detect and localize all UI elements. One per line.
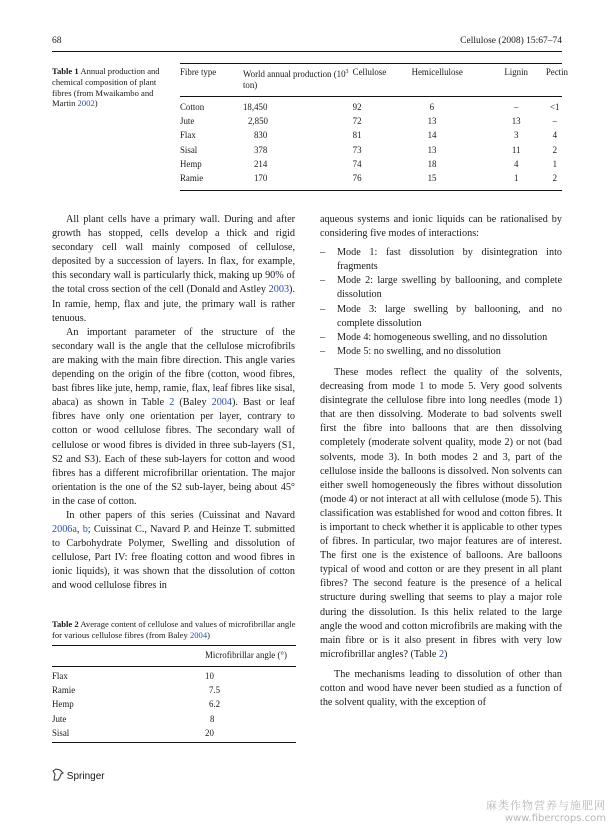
page-number: 68 <box>52 36 62 46</box>
table1-header-cellulose: Cellulose <box>352 67 387 77</box>
mode-text: Mode 4: homogeneous swelling, and no dissolution <box>337 331 548 343</box>
list-item <box>320 274 562 302</box>
left-p1-ref[interactable]: 2003 <box>268 284 290 296</box>
table1-cell: 15 <box>427 173 437 184</box>
table2-cell: 6.2 <box>209 699 221 710</box>
table1-cell: 13 <box>427 116 437 127</box>
table1-cell: 2 <box>552 173 557 184</box>
table1-cell: Ramie <box>180 173 204 184</box>
table1-header-production <box>243 63 353 97</box>
table1-cell: Cotton <box>180 102 205 112</box>
table1-header-fibre: Fibre type <box>180 67 217 77</box>
table-row <box>180 171 568 185</box>
right-intro: aqueous systems and ionic liquids can be rationalised by considering five modes of interactions: <box>320 214 562 240</box>
table1-cell: 3 <box>513 130 519 141</box>
table1-body <box>180 100 568 185</box>
table1-header-rule <box>180 96 562 97</box>
left-p2-table-ref[interactable]: 2 <box>169 397 175 409</box>
right-p1-table-ref[interactable]: 2 <box>438 648 445 660</box>
table-row <box>180 128 568 142</box>
table1-cell: 6 <box>429 102 434 112</box>
table2-cell: 7.5 <box>209 685 221 696</box>
table-row <box>180 157 568 171</box>
table1-cell: 72 <box>352 116 362 127</box>
table1-header-pectin: Pectin <box>545 67 568 77</box>
right-p1-end: ) <box>444 648 448 660</box>
table1-cell: 13 <box>427 144 437 155</box>
table1-caption-text: Annual production and chemical composition of plant fibres (from Mwaikambo and Martin <box>52 66 160 109</box>
table-row <box>180 114 568 128</box>
table1-header-production-a: World annual production (10 <box>242 68 346 79</box>
table1-cell: 378 <box>253 144 268 155</box>
publisher-footer <box>52 768 105 782</box>
left-p1-text-end: ). In ramie, hemp, flax and jute, the primary wall is rather tenuous. <box>52 284 295 324</box>
list-dash: – <box>320 247 326 259</box>
left-p3-ref-a[interactable]: 2006a <box>52 524 77 536</box>
right-paragraph-1 <box>320 366 562 662</box>
table-row <box>52 697 296 711</box>
table1-cell: 18 <box>427 158 437 169</box>
left-p2-text-mid: (Baley <box>174 397 212 409</box>
left-paragraph-2 <box>52 326 295 509</box>
table1-cell: 1 <box>513 173 519 184</box>
table1-cell: <1 <box>550 102 560 112</box>
mode-text: Mode 5: no swelling, and no dissolution <box>337 345 501 357</box>
table-row <box>180 143 568 157</box>
right-p1-text: These modes reflect the quality of the solvents, decreasing from mode 1 to mode 5. Very good solvents disintegrate the cellulose fibre into long needles (mode 1) that are then dissolving. Moderate to bad solvents swell first the fibre into balloons that are then dissolving completely (moderate solvent quality, mode 2) or not (bad solvents, mode 3). In both modes 2 and 3, part of the cellulose inside the balloons is dissolved. Non solvents can either swell homogeneously the fibres without dissolution (mode 4) or not interact at all with cellulose (mode 5). This classification was established for wood and cotton fibres. It is important to check whether it is applicable to other types of fibres. In particular, two major features are of interest. The first one is the existence of balloons. Are balloons typical of wood and cotton or are they present in all plant fibres? The second feature is the presence of a helical structure during swelling that seems to play a major role during the dissolution. Is this helix related to the large angle the wood and cotton microfibrils are making with the main fibre or is it also present in fibres with very low microfibrillar angles? (Table <box>320 366 562 660</box>
list-dash: – <box>320 303 326 315</box>
list-dash: – <box>320 345 326 357</box>
mode-text: Mode 1: fast dissolution by disintegration into fragments <box>337 247 562 273</box>
table1-caption-end: ) <box>94 98 98 109</box>
table1-cell: 14 <box>427 130 437 141</box>
right-column <box>320 213 562 710</box>
publisher-name: Springer <box>66 771 105 782</box>
table1-cell: 830 <box>253 130 268 141</box>
table1-header-row <box>180 63 568 97</box>
table2-caption <box>52 619 296 641</box>
table1-cell: Flax <box>180 130 196 141</box>
watermark-line2: www.fibercrops.com <box>504 813 606 824</box>
table1-header-production-b: ton) <box>242 79 258 90</box>
journal-citation: Cellulose (2008) 15:67–74 <box>460 36 562 46</box>
table1-cell: Sisal <box>180 144 198 155</box>
list-item <box>320 331 562 345</box>
table1-cell: 81 <box>352 130 362 141</box>
left-p2-text: An important parameter of the structure of the secondary wall is the angle that the cellulose microfibrils are making with the main fibre direction. This angle varies depending on the origin of the fibre (cotton, wood fibres, bast fibres like jute, hemp, ramie, flax, leaf fibres like sisal, abaca) as shown in Table <box>52 326 295 409</box>
table1-caption-ref[interactable]: 2002 <box>77 98 95 109</box>
list-item <box>320 303 562 331</box>
table1-cell: 74 <box>352 158 362 169</box>
table1-cell: 11 <box>511 144 521 155</box>
table2-cell: 8 <box>210 713 215 724</box>
table1-cell: 2 <box>552 144 557 155</box>
table1-cell: 4 <box>513 158 519 169</box>
springer-horse-icon <box>52 768 64 781</box>
table1-cell: 2,850 <box>247 116 268 127</box>
table2-cell: Flax <box>52 671 68 681</box>
watermark-line1: 麻类作物营养与施肥网 <box>486 799 606 812</box>
table2-cell: Hemp <box>52 699 74 710</box>
table1-header-production-exp: 3 <box>345 69 349 75</box>
table1-cell: – <box>513 102 519 112</box>
table2-cell: Jute <box>52 713 67 724</box>
table1-caption-label: Table 1 <box>52 66 79 76</box>
table1-cell: – <box>552 116 557 127</box>
left-column <box>52 213 295 594</box>
table1 <box>180 63 568 97</box>
table1-header-lignin: Lignin <box>504 67 528 77</box>
table2-cell: 20 <box>205 727 214 738</box>
table1-cell: 18,450 <box>242 102 268 112</box>
table2-cell: Ramie <box>52 685 76 696</box>
list-dash: – <box>320 275 326 287</box>
table1-cell: 170 <box>253 173 268 184</box>
list-item <box>320 246 562 274</box>
header-rule <box>52 51 562 52</box>
mode-text: Mode 2: large swelling by ballooning, and complete dissolution <box>337 275 562 301</box>
table2-bottom-rule <box>52 742 296 743</box>
modes-list <box>320 246 562 359</box>
right-paragraph-2: The mechanisms leading to dissolution of other than cotton and wood have never been studied as a function of the solvent quality, with the exception of <box>320 668 562 709</box>
table2-caption-end: ) <box>207 630 210 640</box>
table1-cell: 92 <box>352 102 362 112</box>
table2 <box>52 669 296 740</box>
table2-cell: Sisal <box>52 727 70 738</box>
table-row <box>52 669 296 683</box>
table1-header-hemicellulose: Hemicellulose <box>411 67 463 77</box>
table1-cell: Hemp <box>180 158 202 169</box>
table-row <box>180 100 568 114</box>
table1-cell: 73 <box>352 144 362 155</box>
mode-text: Mode 3: large swelling by ballooning, and no complete dissolution <box>337 303 562 329</box>
left-p1-text: All plant cells have a primary wall. During and after growth has stopped, cells develop a thick and rigid secondary cell wall mainly composed of cellulose, deposited by a succession of layers. In flax, for example, this secondary wall is particularly thick, making up 90% of the total cross section of the cell (Donald and Astley <box>52 214 295 296</box>
table2-header: Microfibrillar angle (°) <box>205 650 287 660</box>
table1-cell: 76 <box>352 173 362 184</box>
left-p3-sep: , <box>76 524 83 536</box>
table1-caption <box>52 66 164 109</box>
left-p3-text-end: ; Cuissinat C., Navard P. and Heinze T. submitted to Carbohydrate Polymer, Swelling and dissolution of cellulose, Part IV: free floating cotton and wood fibres in ionic liquids), it was shown that the dissolution of cotton and wood cellulose fibres in <box>52 524 296 592</box>
left-p2-text-end: ). Bast or leaf fibres have only one orientation per layer, contrary to cotton or wood cellulose fibres. The secondary wall of cellulose or wood fibres is divided in three sub-layers (S1, S2 and S3). Each of these sub-layers for cotton and wood fibres has a different microfibrillar orientation. The major orientation is the one of the S2 sub-layer, being about 45° in the case of cotton. <box>52 397 295 507</box>
left-p2-ref[interactable]: 2004 <box>211 397 232 409</box>
left-paragraph-1 <box>52 213 295 326</box>
table-row <box>52 683 296 697</box>
table2-header-rule <box>52 666 296 667</box>
table1-cell: 214 <box>253 158 268 169</box>
table-row <box>52 726 296 740</box>
table1-bottom-rule <box>180 190 562 191</box>
table1-cell: 13 <box>511 116 521 127</box>
table2-caption-label: Table 2 <box>52 619 79 629</box>
table2-caption-text: Average content of cellulose and values of microfibrillar angle for various cellulose fibres (from Baley <box>52 619 296 640</box>
table-row <box>52 712 296 726</box>
list-dash: – <box>320 331 326 343</box>
table2-top-rule <box>52 645 296 646</box>
table1-cell: 4 <box>552 130 557 141</box>
table2-caption-ref[interactable]: 2004 <box>189 630 208 640</box>
left-p3-text: In other papers of this series (Cuissinat and Navard <box>66 509 295 521</box>
table2-cell: 10 <box>205 671 214 681</box>
list-item <box>320 345 562 359</box>
table1-cell: Jute <box>180 116 195 127</box>
table1-cell: 1 <box>552 158 557 169</box>
left-paragraph-3 <box>52 509 295 594</box>
left-p3-ref-b[interactable]: b <box>82 524 88 536</box>
watermark <box>486 797 606 824</box>
